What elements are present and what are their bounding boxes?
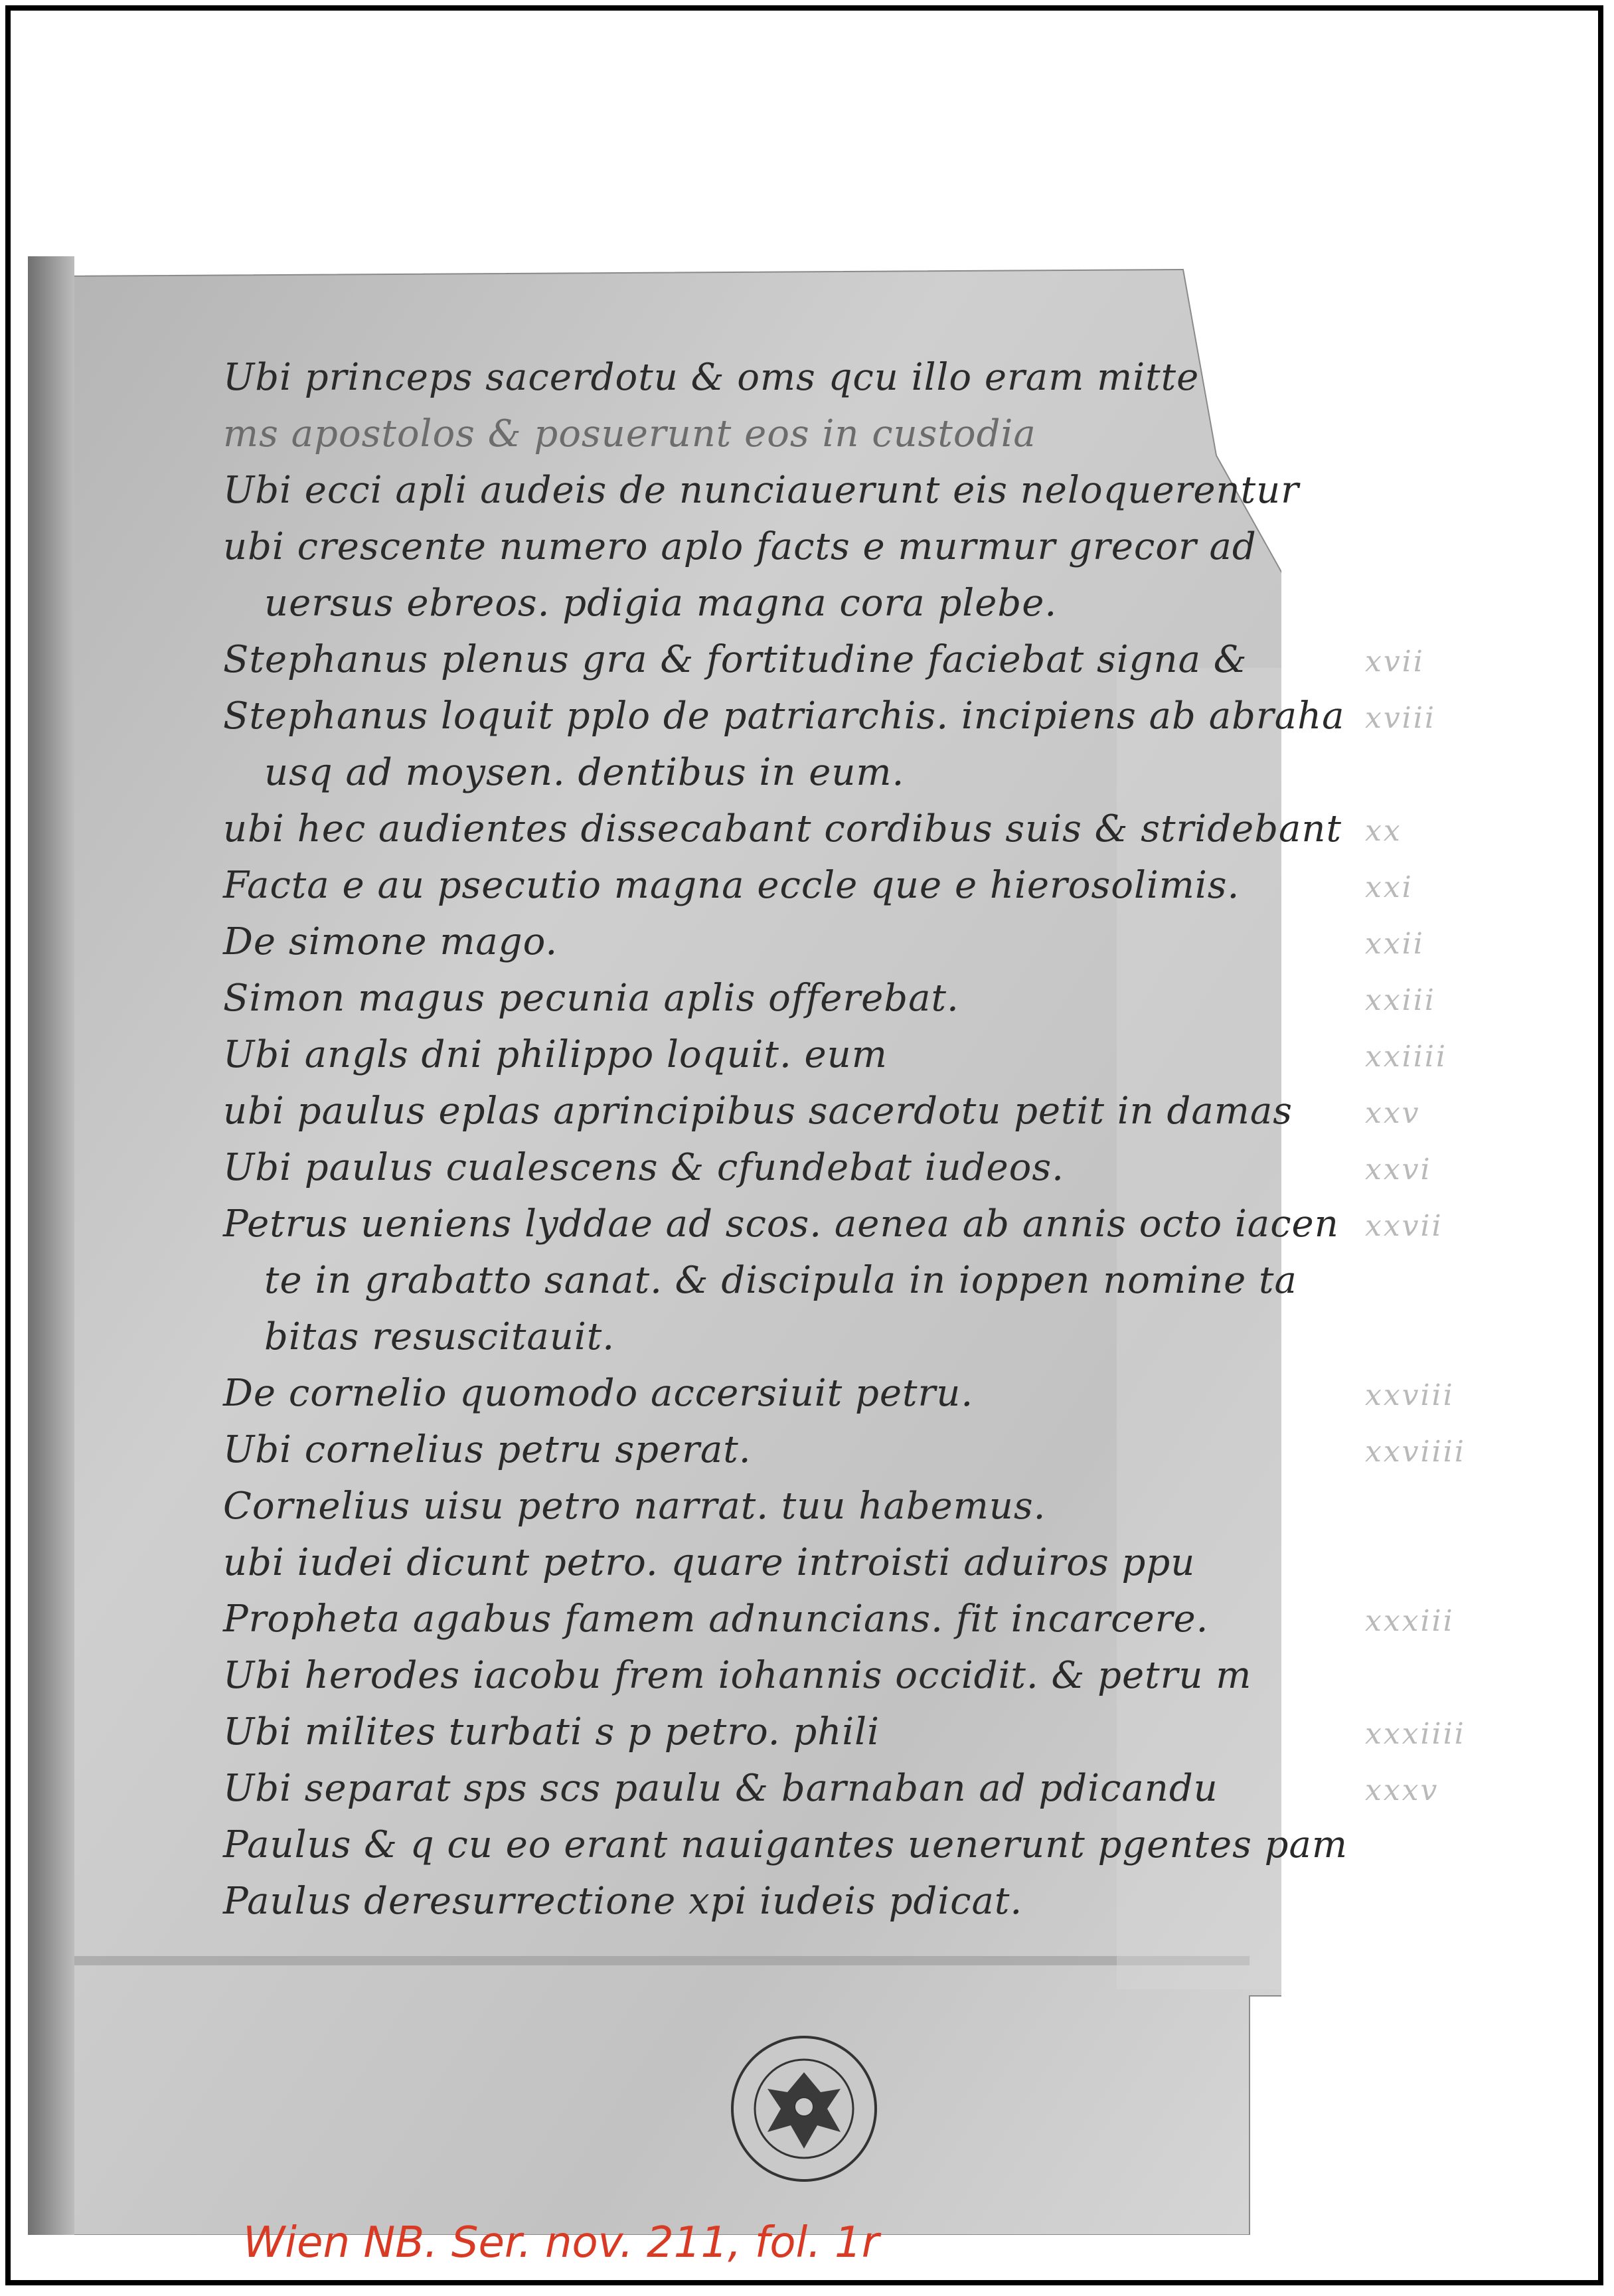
manuscript-line: ubi hec audientes dissecabant cordibus suis & stridebant bbox=[223, 807, 1342, 851]
manuscript-line: ubi paulus eplas aprincipibus sacerdotu petit in damas bbox=[223, 1090, 1293, 1133]
manuscript-line: bitas resuscitauit. bbox=[264, 1315, 615, 1358]
chapter-numeral: xxi bbox=[1365, 870, 1413, 904]
manuscript-line: Ubi milites turbati s p petro. phili bbox=[223, 1710, 880, 1754]
chapter-numeral: xviii bbox=[1365, 701, 1436, 735]
manuscript-line: De cornelio quomodo accersiuit petru. bbox=[223, 1372, 974, 1415]
photo-frame bbox=[5, 5, 1603, 2285]
manuscript-line: Ubi cornelius petru sperat. bbox=[223, 1428, 752, 1471]
chapter-numeral: xxii bbox=[1365, 927, 1425, 961]
library-stamp bbox=[728, 2032, 880, 2185]
manuscript-line: usq ad moysen. dentibus in eum. bbox=[264, 751, 905, 794]
manuscript-line: Ubi paulus cualescens & cfundebat iudeos. bbox=[223, 1146, 1064, 1189]
library-stamp-emblem bbox=[728, 2032, 880, 2185]
manuscript-line: Ubi herodes iacobu frem iohannis occidit. & petru m bbox=[223, 1654, 1252, 1697]
manuscript-line: Paulus & q cu eo erant nauigantes uenerunt pgentes pam bbox=[223, 1823, 1348, 1866]
manuscript-line: Ubi separat sps scs paulu & barnaban ad pdicandu bbox=[223, 1767, 1218, 1810]
manuscript-line: Paulus deresurrectione xpi iudeis pdicat. bbox=[223, 1880, 1023, 1923]
manuscript-line: Ubi angls dni philippo loquit. eum bbox=[223, 1033, 888, 1076]
manuscript-line: Petrus ueniens lyddae ad scos. aenea ab annis octo iacen bbox=[223, 1202, 1339, 1246]
chapter-numeral: xxxiiii bbox=[1365, 1717, 1466, 1751]
chapter-numeral: xx bbox=[1365, 814, 1402, 848]
chapter-numeral: xxiiii bbox=[1365, 1040, 1447, 1074]
chapter-numeral: xxvi bbox=[1365, 1153, 1432, 1187]
manuscript-line: Facta e au psecutio magna eccle que e hierosolimis. bbox=[223, 864, 1240, 907]
manuscript-line: Simon magus pecunia aplis offerebat. bbox=[223, 977, 959, 1020]
manuscript-line: ubi iudei dicunt petro. quare introisti aduiros ppu bbox=[223, 1541, 1196, 1584]
chapter-numeral: xxviii bbox=[1365, 1378, 1455, 1412]
manuscript-line: ubi crescente numero aplo facts e murmur grecor ad bbox=[223, 525, 1257, 568]
manuscript-line: De simone mago. bbox=[223, 920, 558, 963]
chapter-numeral: xxvii bbox=[1365, 1209, 1443, 1243]
shelfmark-note: Wien NB. Ser. nov. 211, fol. 1r bbox=[243, 2218, 880, 2267]
chapter-numeral: xxviiii bbox=[1365, 1435, 1466, 1469]
manuscript-line: Stephanus loquit pplo de patriarchis. incipiens ab abraha bbox=[223, 695, 1345, 738]
chapter-numeral: xxiii bbox=[1365, 983, 1436, 1017]
chapter-numeral: xxxiii bbox=[1365, 1604, 1455, 1638]
manuscript-line: Stephanus plenus gra & fortitudine faciebat signa & bbox=[223, 638, 1248, 681]
manuscript-line: Ubi princeps sacerdotu & oms qcu illo eram mitte bbox=[223, 356, 1200, 399]
manuscript-line: Ubi ecci apli audeis de nunciauerunt eis neloquerentur bbox=[223, 469, 1299, 512]
manuscript-line: Cornelius uisu petro narrat. tuu habemus. bbox=[223, 1485, 1046, 1528]
chapter-numeral: xxv bbox=[1365, 1096, 1421, 1130]
manuscript-line: ms apostolos & posuerunt eos in custodia bbox=[223, 412, 1036, 455]
chapter-numeral: xvii bbox=[1365, 645, 1425, 679]
manuscript-line: te in grabatto sanat. & discipula in ioppen nomine ta bbox=[264, 1259, 1297, 1302]
chapter-numeral: xxxv bbox=[1365, 1773, 1439, 1807]
manuscript-line: Propheta agabus famem adnuncians. fit incarcere. bbox=[223, 1598, 1209, 1641]
manuscript-line: uersus ebreos. pdigia magna cora plebe. bbox=[264, 582, 1058, 625]
